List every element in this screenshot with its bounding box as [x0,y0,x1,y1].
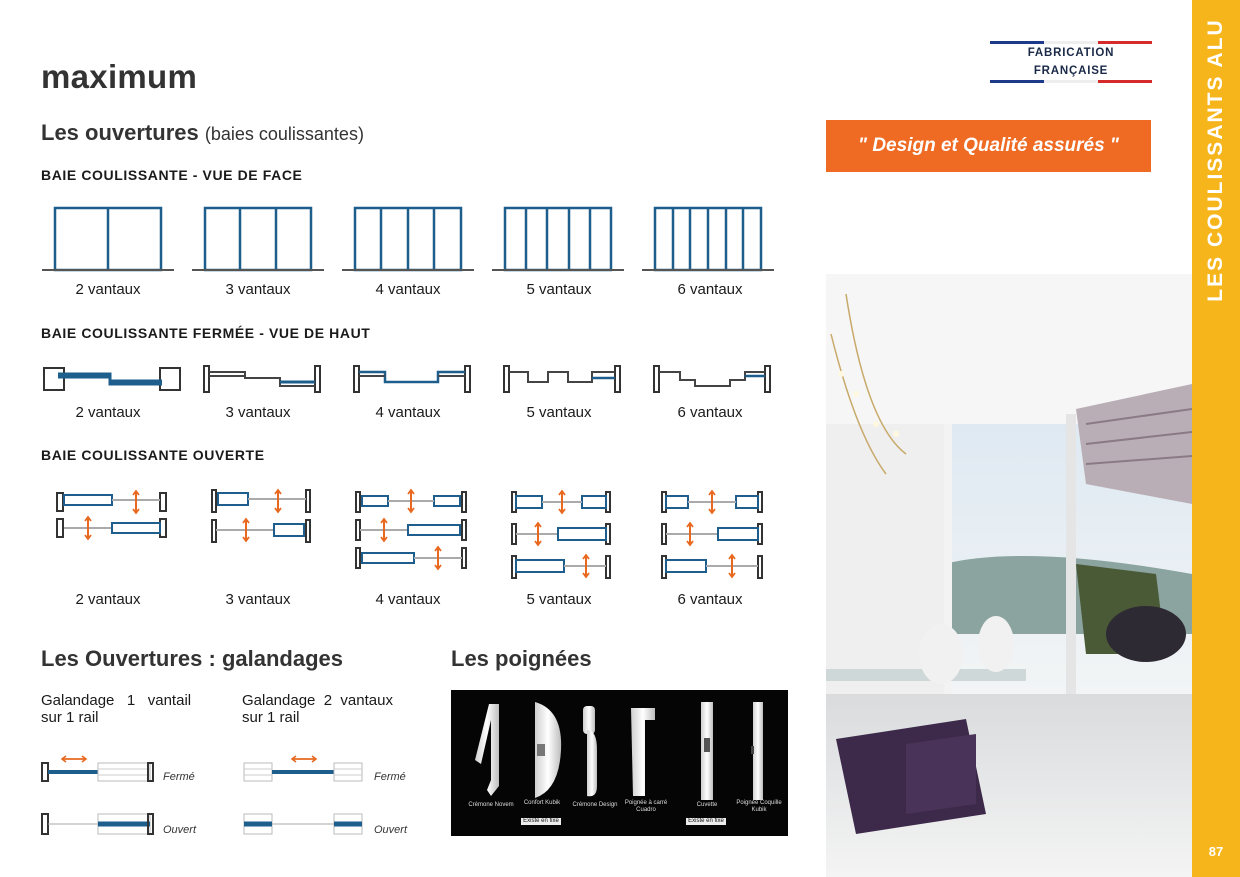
galandage-1-ouvert-label: Ouvert [163,824,197,836]
interior-photo-illustration [826,274,1192,877]
galandage-2-ouvert-label: Ouvert [374,824,408,836]
open-label-4: 4 vantaux [375,591,441,608]
note-kubik-fixe: Existe en fixe [521,818,561,825]
open-diagrams [40,482,780,582]
closed-label-5: 5 vantaux [526,404,592,421]
open-5-vantaux [512,491,610,578]
closed-top-view-diagrams [40,362,780,396]
front-view-3-vantaux [192,208,324,270]
flag-stripe-bottom [990,80,1152,83]
open-2-vantaux [57,491,166,539]
handle-cuadro-icon [631,708,655,796]
handle-cremone-design-icon [583,706,597,796]
galandage-1-line2: sur 1 rail [41,709,99,726]
caption-kubik: Confort Kubik [523,800,561,806]
section-title-closed-top-view: BAIE COULISSANTE FERMÉE - VUE DE HAUT [41,325,371,341]
closed-4-vantaux [354,366,470,392]
tagline-banner: " Design et Qualité assurés " [826,120,1151,172]
section-title-front-view: BAIE COULISSANTE - VUE DE FACE [41,167,303,183]
galandage-2-description [242,692,412,726]
open-4-vantaux [356,490,466,569]
galandages-heading: Les Ouvertures : galandages [41,646,343,671]
open-3-vantaux [212,490,310,542]
open-6-vantaux [662,491,762,578]
poignees-heading: Les poignées [451,646,592,671]
front-view-diagrams [40,200,780,276]
sidebar [1192,0,1240,877]
galandage-2-ferme [244,756,362,781]
handles-image [451,690,788,836]
galandage-diagrams [40,750,420,842]
galandage-1-ferme [42,756,153,781]
caption-cremone-design: Crémone Design [572,802,618,808]
closed-5-vantaux [504,366,620,392]
open-label-2: 2 vantaux [75,591,141,608]
closed-label-6: 6 vantaux [677,404,743,421]
caption-coquille: Poignée Coquille Kubik [736,800,782,813]
caption-novem: Crémone Novem [468,802,514,808]
page-title: maximum [41,58,198,95]
front-label-6: 6 vantaux [677,281,743,298]
galandage-1-description [41,692,211,726]
front-view-5-vantaux [492,208,624,270]
closed-3-vantaux [204,366,320,392]
ouvertures-heading-main: Les ouvertures [41,120,199,145]
galandage-2-ferme-label: Fermé [374,771,406,783]
caption-cuvette: Cuvette [696,802,718,808]
galandage-2-line2: sur 1 rail [242,709,300,726]
ouvertures-heading-suffix: (baies coulissantes) [204,124,364,144]
handle-kubik-icon [535,702,561,798]
galandage-1-ferme-label: Fermé [163,771,195,783]
closed-label-2: 2 vantaux [75,404,141,421]
caption-cuadro: Poignée à carré Cuadro [624,800,668,813]
galandage-1-line1: Galandage 1 vantail [41,692,192,709]
front-label-2: 2 vantaux [75,281,141,298]
front-label-3: 3 vantaux [225,281,291,298]
front-view-6-vantaux [642,208,774,270]
handles-illustration [451,690,788,836]
page-number: 87 [1208,844,1224,859]
note-cuvette-fixe: Existe en fixe [686,818,726,825]
fabrication-francaise-badge [990,41,1152,77]
front-view-2-vantaux [42,208,174,270]
closed-label-4: 4 vantaux [375,404,441,421]
open-label-3: 3 vantaux [225,591,291,608]
interior-photo [826,274,1192,877]
closed-label-3: 3 vantaux [225,404,291,421]
handle-coquille-icon [751,702,763,800]
front-label-4: 4 vantaux [375,281,441,298]
open-label-6: 6 vantaux [677,591,743,608]
galandage-2-line1: Galandage 2 vantaux [242,692,393,709]
front-view-4-vantaux [342,208,474,270]
section-title-open: BAIE COULISSANTE OUVERTE [41,447,265,463]
ouvertures-heading [41,120,364,146]
closed-2-vantaux [44,368,180,390]
galandage-2-ouvert [244,814,362,834]
front-label-5: 5 vantaux [526,281,592,298]
handle-novem-icon [475,704,499,796]
badge-text: FABRICATION FRANÇAISE [1027,47,1115,77]
open-label-5: 5 vantaux [526,591,592,608]
closed-6-vantaux [654,366,770,392]
galandage-1-ouvert [42,814,153,834]
sidebar-title: LES COULISSANTS ALU [1204,18,1227,302]
handle-cuvette-icon [701,702,713,800]
